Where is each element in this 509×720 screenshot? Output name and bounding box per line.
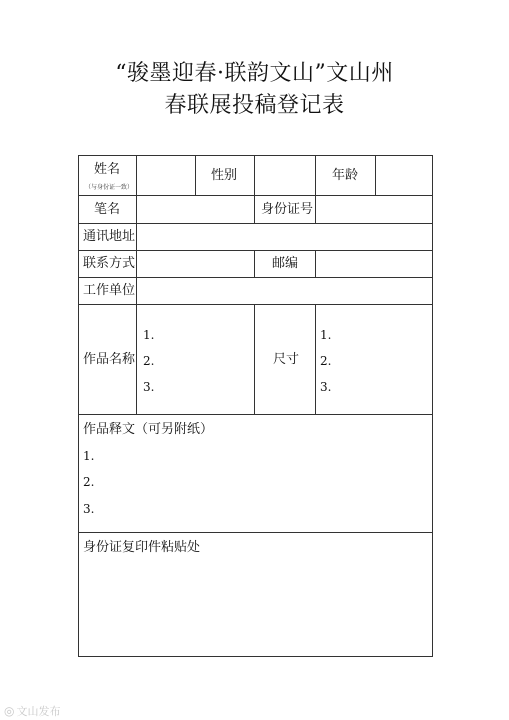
column-divider <box>315 304 316 414</box>
interpretation-item-3: 3. <box>83 502 95 516</box>
contact-label: 联系方式 <box>83 256 136 271</box>
column-divider <box>315 195 316 223</box>
size-item-1: 1. <box>320 328 332 342</box>
column-divider <box>254 156 255 195</box>
row-divider <box>79 277 432 278</box>
size-label: 尺寸 <box>273 352 300 367</box>
column-divider <box>315 156 316 195</box>
weibo-icon: ◎ <box>4 704 15 718</box>
interpretation-item-2: 2. <box>83 475 95 489</box>
work-item-2: 2. <box>143 354 155 368</box>
row-divider <box>79 250 432 251</box>
column-divider <box>254 304 255 414</box>
form-title-line-2: 春联展投稿登记表 <box>164 93 345 118</box>
name-note: （与身份证一致） <box>85 184 134 191</box>
column-divider <box>195 156 196 195</box>
registration-form-table <box>78 155 433 657</box>
source-watermark <box>4 703 60 719</box>
workplace-label: 工作单位 <box>83 283 136 298</box>
row-divider <box>79 223 432 224</box>
row-divider <box>79 532 432 533</box>
postcode-label: 邮编 <box>272 256 299 271</box>
address-label: 通讯地址 <box>83 229 136 244</box>
work-name-label: 作品名称 <box>83 352 136 367</box>
name-label: 姓名 <box>94 162 121 177</box>
column-divider <box>315 250 316 277</box>
column-divider <box>254 250 255 277</box>
row-divider <box>79 195 432 196</box>
column-divider <box>136 156 137 414</box>
row-divider <box>79 304 432 305</box>
id-number-label: 身份证号 <box>261 202 314 217</box>
work-item-1: 1. <box>143 328 155 342</box>
size-item-2: 2. <box>320 354 332 368</box>
pen-name-label: 笔名 <box>94 202 121 217</box>
watermark-text: 文山发布 <box>16 705 61 718</box>
interpretation-label: 作品释文（可另附纸） <box>83 422 214 437</box>
column-divider <box>254 195 255 223</box>
work-item-3: 3. <box>143 380 155 394</box>
row-divider <box>79 414 432 415</box>
size-item-3: 3. <box>320 380 332 394</box>
form-title-line-1: “骏墨迎春·联韵文山”文山州 <box>115 61 394 86</box>
interpretation-item-1: 1. <box>83 449 95 463</box>
id-copy-label: 身份证复印件粘贴处 <box>83 540 201 555</box>
column-divider <box>375 156 376 195</box>
age-label: 年龄 <box>332 168 359 183</box>
gender-label: 性别 <box>211 168 238 183</box>
